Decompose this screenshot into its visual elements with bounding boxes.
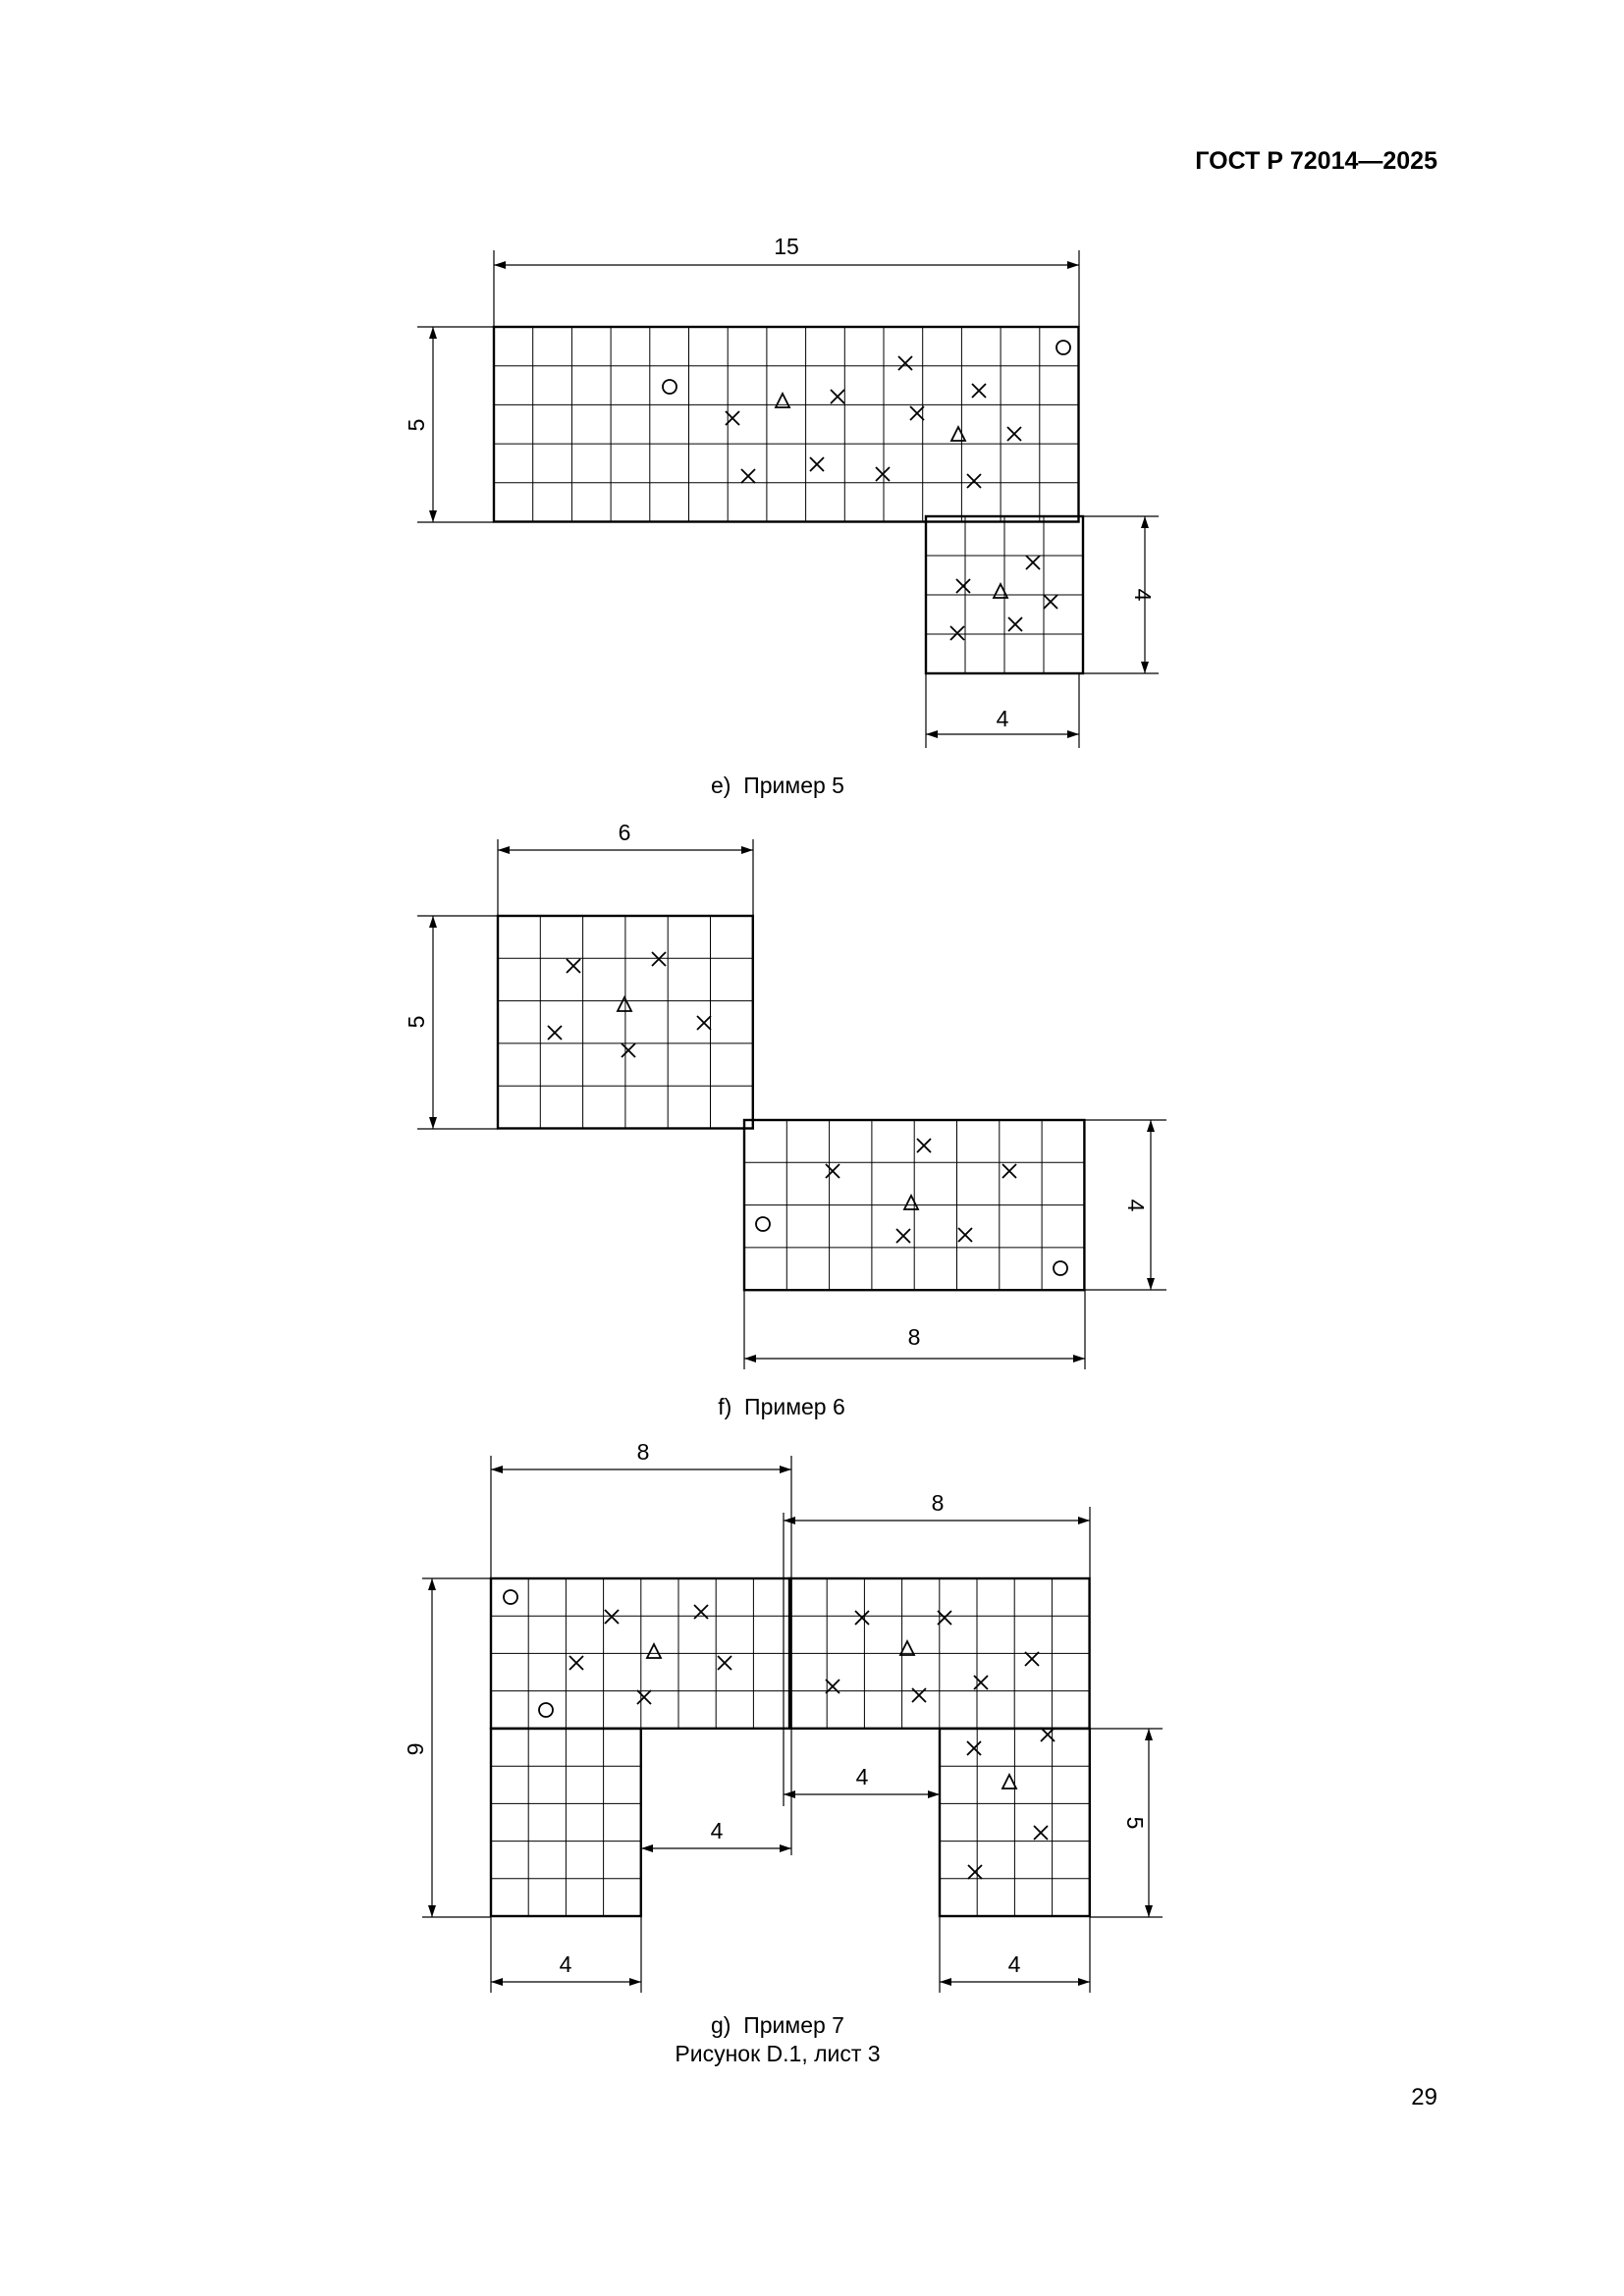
example-7-dim-width-8-left: 8 — [636, 1439, 650, 1465]
cross-marker — [718, 1656, 731, 1670]
example-7-dim-leg-4-right: 4 — [1007, 1951, 1021, 1977]
cross-marker — [1025, 1652, 1039, 1666]
example-6-grid-bottom — [744, 1120, 1084, 1290]
triangle-marker — [994, 584, 1007, 598]
example-7 — [403, 1439, 1163, 2038]
example-7-grid-left-leg — [491, 1729, 641, 1916]
cross-marker — [950, 626, 964, 640]
example-7-dim-height-9: 9 — [403, 1742, 428, 1756]
example-7-dim-gap-4-upper: 4 — [855, 1764, 869, 1789]
cross-marker — [826, 1164, 839, 1178]
cross-marker — [896, 1229, 910, 1243]
example-7-grid-right-leg — [940, 1729, 1090, 1916]
circle-marker — [1056, 341, 1070, 354]
example-6-dim-width-8: 8 — [907, 1324, 921, 1350]
cross-marker — [974, 1676, 988, 1689]
example-5-grid-bottom — [926, 516, 1083, 673]
cross-marker — [968, 1865, 982, 1879]
cross-marker — [855, 1611, 869, 1625]
example-6-dim-height-5: 5 — [404, 1015, 429, 1029]
triangle-marker — [904, 1196, 918, 1209]
example-5 — [404, 234, 1159, 798]
cross-marker — [1026, 556, 1040, 569]
circle-marker — [1054, 1261, 1067, 1275]
cross-marker — [1007, 427, 1021, 441]
cross-marker — [898, 356, 912, 370]
document-code: ГОСТ Р 72014—2025 — [1195, 147, 1437, 175]
triangle-marker — [647, 1644, 661, 1658]
example-6-grid-top — [498, 916, 753, 1129]
triangle-marker — [618, 997, 631, 1011]
example-6-dim-height-4: 4 — [1123, 1199, 1149, 1212]
example-6-caption: f) Пример 6 — [718, 1394, 845, 1419]
cross-marker — [652, 952, 666, 966]
cross-marker — [567, 959, 580, 973]
cross-marker — [1008, 617, 1022, 631]
cross-marker — [956, 579, 970, 593]
cross-marker — [1044, 595, 1057, 609]
example-5-caption: е) Пример 5 — [711, 773, 844, 798]
example-7-caption: g) Пример 7 — [711, 2012, 844, 2038]
cross-marker — [569, 1656, 583, 1670]
cross-marker — [972, 384, 986, 398]
example-5-dim-width-4: 4 — [996, 706, 1009, 731]
example-7-dim-width-8-right: 8 — [931, 1490, 945, 1516]
example-6-dim-width-6: 6 — [618, 820, 631, 845]
figure-caption: Рисунок D.1, лист 3 — [675, 2041, 881, 2066]
cross-marker — [1002, 1164, 1016, 1178]
cross-marker — [548, 1026, 562, 1040]
cross-marker — [741, 469, 755, 483]
circle-marker — [539, 1703, 553, 1717]
cross-marker — [622, 1043, 635, 1057]
circle-marker — [504, 1590, 517, 1604]
cross-marker — [967, 1741, 981, 1755]
cross-marker — [917, 1139, 931, 1152]
circle-marker — [756, 1217, 770, 1231]
cross-marker — [967, 474, 981, 488]
example-5-dim-height-5: 5 — [404, 418, 429, 432]
example-5-dim-width-15: 15 — [774, 234, 799, 259]
example-7-dim-height-5: 5 — [1122, 1816, 1148, 1830]
cross-marker — [694, 1605, 708, 1619]
cross-marker — [1034, 1826, 1048, 1840]
cross-marker — [605, 1610, 619, 1624]
example-5-grid-top — [494, 327, 1079, 522]
example-5-dim-height-4: 4 — [1130, 588, 1156, 602]
cross-marker — [697, 1016, 711, 1030]
example-7-grid-right-top — [789, 1578, 1090, 1729]
cross-marker — [958, 1228, 972, 1242]
triangle-marker — [951, 427, 965, 441]
page-number: 29 — [1411, 2084, 1437, 2110]
circle-marker — [663, 380, 677, 394]
example-7-grid-left-top — [491, 1578, 791, 1729]
cross-marker — [876, 467, 890, 481]
cross-marker — [831, 390, 844, 403]
example-7-dim-leg-4-left: 4 — [559, 1951, 572, 1977]
cross-marker — [910, 406, 924, 420]
example-6 — [404, 820, 1166, 1419]
cross-marker — [637, 1690, 651, 1704]
example-7-dim-gap-4-lower: 4 — [710, 1818, 724, 1843]
cross-marker — [810, 457, 824, 471]
